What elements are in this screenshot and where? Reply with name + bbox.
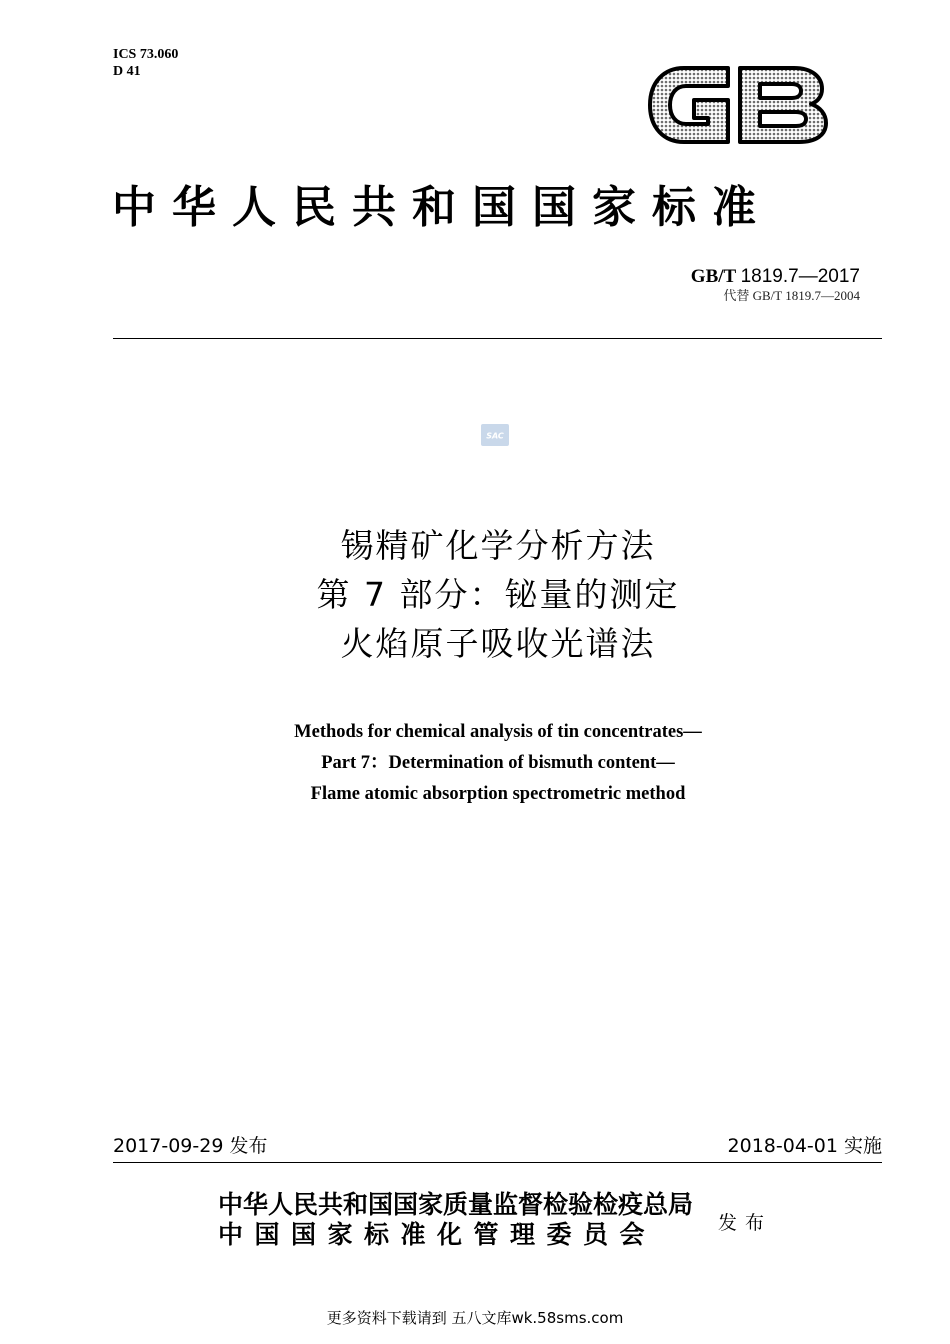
chinese-title-line: 锡精矿化学分析方法	[340, 526, 656, 565]
sac-mark-text: SAC	[486, 431, 504, 441]
issue-label: 发布	[718, 1212, 773, 1234]
download-footer: 更多资料下载请到 五八文库wk.58sms.com	[326, 1309, 624, 1327]
implementation-date: 2018-04-01 实施	[727, 1135, 882, 1157]
chinese-title-line: 第 7 部分：铋量的测定	[316, 575, 680, 614]
english-title-line: Flame atomic absorption spectrometric method	[310, 784, 686, 804]
standard-code	[691, 266, 860, 288]
gb-logo	[644, 60, 832, 150]
chinese-title-line: 火焰原子吸收光谱法	[340, 624, 656, 663]
classification-codes	[113, 46, 178, 80]
sac-watermark-logo	[481, 424, 509, 446]
issuer-sac: 中国国家标准化管理委员会	[218, 1220, 657, 1249]
issuing-authorities	[218, 1190, 693, 1250]
ccs-code: D 41	[113, 64, 141, 79]
english-title	[0, 717, 950, 810]
issue-date: 2017-09-29 发布	[113, 1135, 268, 1157]
english-title-line: Methods for chemical analysis of tin concentrates—	[294, 722, 702, 742]
replaces-standard: 代替 GB/T 1819.7—2004	[723, 288, 860, 303]
issuer-aqsiq: 中华人民共和国国家质量监督检验检疫总局	[218, 1190, 694, 1219]
english-title-line: Part 7：Determination of bismuth content—	[321, 753, 675, 773]
standard-number-block	[691, 266, 860, 304]
national-standard-heading: 中华人民共和国国家标准	[112, 182, 772, 233]
chinese-title	[0, 521, 950, 668]
bottom-divider	[113, 1162, 882, 1163]
standard-number: 1819.7—2017	[740, 266, 860, 287]
ics-code: ICS 73.060	[113, 47, 179, 62]
standard-prefix: GB/T	[690, 266, 736, 287]
top-divider	[113, 338, 882, 339]
